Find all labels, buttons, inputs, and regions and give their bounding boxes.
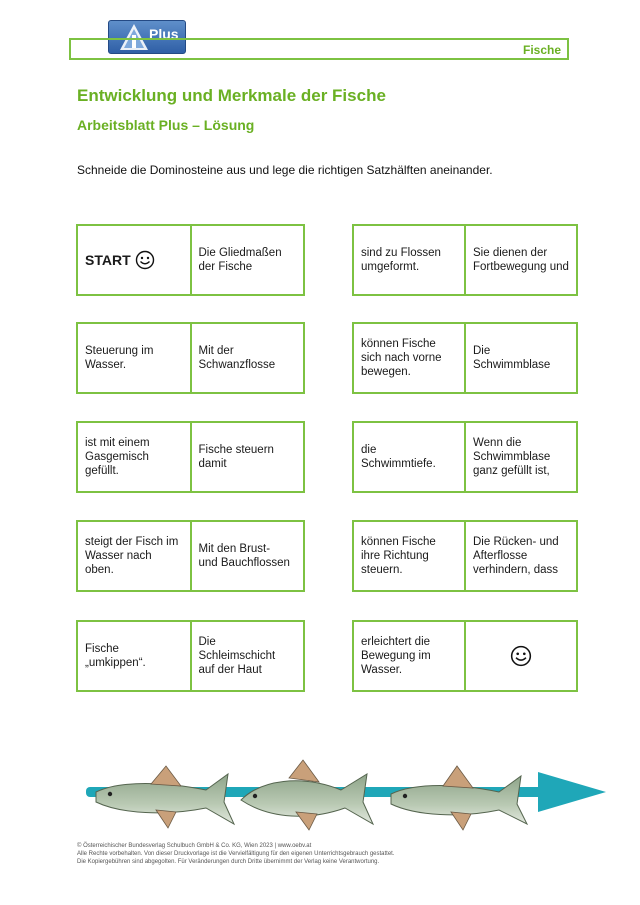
page-subtitle: Arbeitsblatt Plus – Lösung [77,117,255,133]
domino-left-half: sind zu Flossen umgeformt. [361,247,441,273]
domino-card [352,620,578,692]
domino-right-half [464,622,576,690]
domino-card [352,322,578,394]
domino-right-half: Mit der Schwanzflosse [190,324,304,392]
footer-copyright [77,842,395,866]
domino-left-half: erleichtert die Bewegung im Wasser. [361,636,431,676]
fish-arrow-graphic [76,752,611,832]
domino-left-half: steigt der Fisch im Wasser nach oben. [85,536,179,576]
domino-right-half: Die Rücken- und Afterflosse verhindern, dass [464,522,576,590]
logo-text: Plus [149,26,179,42]
domino-left-half: können Fische sich nach vorne bewegen. [361,338,442,378]
arrow-head [538,772,606,812]
fish-illustration [391,766,527,830]
domino-left-half: Steuerung im Wasser. [85,345,154,371]
domino-right-half: Fische steuern damit [190,423,304,491]
smiley-icon [510,645,532,667]
domino-text: START [85,252,131,268]
domino-right-half: Die Gliedmaßen der Fische [190,226,304,294]
domino-right-half: Sie dienen der Fortbewegung und [464,226,576,294]
domino-left-half [78,226,190,294]
footer-line: Alle Rechte vorbehalten. Von dieser Druckvorlage ist die Vervielfältigung für den eigenen Unterrichtsgebrauch gestattet. [77,851,395,857]
domino-left-half: können Fische ihre Richtung steuern. [361,536,436,576]
domino-card [352,520,578,592]
domino-right-half: Wenn die Schwimmblase ganz gefüllt ist, [464,423,576,491]
footer-line: © Österreichischer Bundesverlag Schulbuch GmbH & Co. KG, Wien 2023 | www.oebv.at [77,843,312,849]
domino-right-half: Mit den Brust- und Bauchflossen [190,522,304,590]
domino-left-half: die Schwimmtiefe. [361,444,436,470]
domino-card [352,224,578,296]
section-label: Fische [522,43,561,57]
domino-card [76,520,305,592]
domino-card [352,421,578,493]
fish-illustration [241,760,373,830]
smiley-icon [135,250,155,270]
domino-left-half: ist mit einem Gasgemisch gefüllt. [85,437,150,477]
domino-card [76,620,305,692]
header-bar [69,38,569,60]
domino-left-half: Fische „umkippen“. [85,643,146,669]
domino-card [76,322,305,394]
domino-right-half: Die Schwimmblase [464,324,576,392]
fish-illustration [96,766,234,828]
instruction-text: Schneide die Dominosteine aus und lege die richtigen Satzhälften aneinander. [77,163,493,177]
domino-right-half: Die Schleimschicht auf der Haut [190,622,304,690]
footer-line: Die Kopiergebühren sind abgegolten. Für Veränderungen durch Dritte übernimmt der Verlag keine Verantwortung. [77,859,380,865]
page-title: Entwicklung und Merkmale der Fische [77,86,386,105]
domino-card [76,224,305,296]
domino-card [76,421,305,493]
